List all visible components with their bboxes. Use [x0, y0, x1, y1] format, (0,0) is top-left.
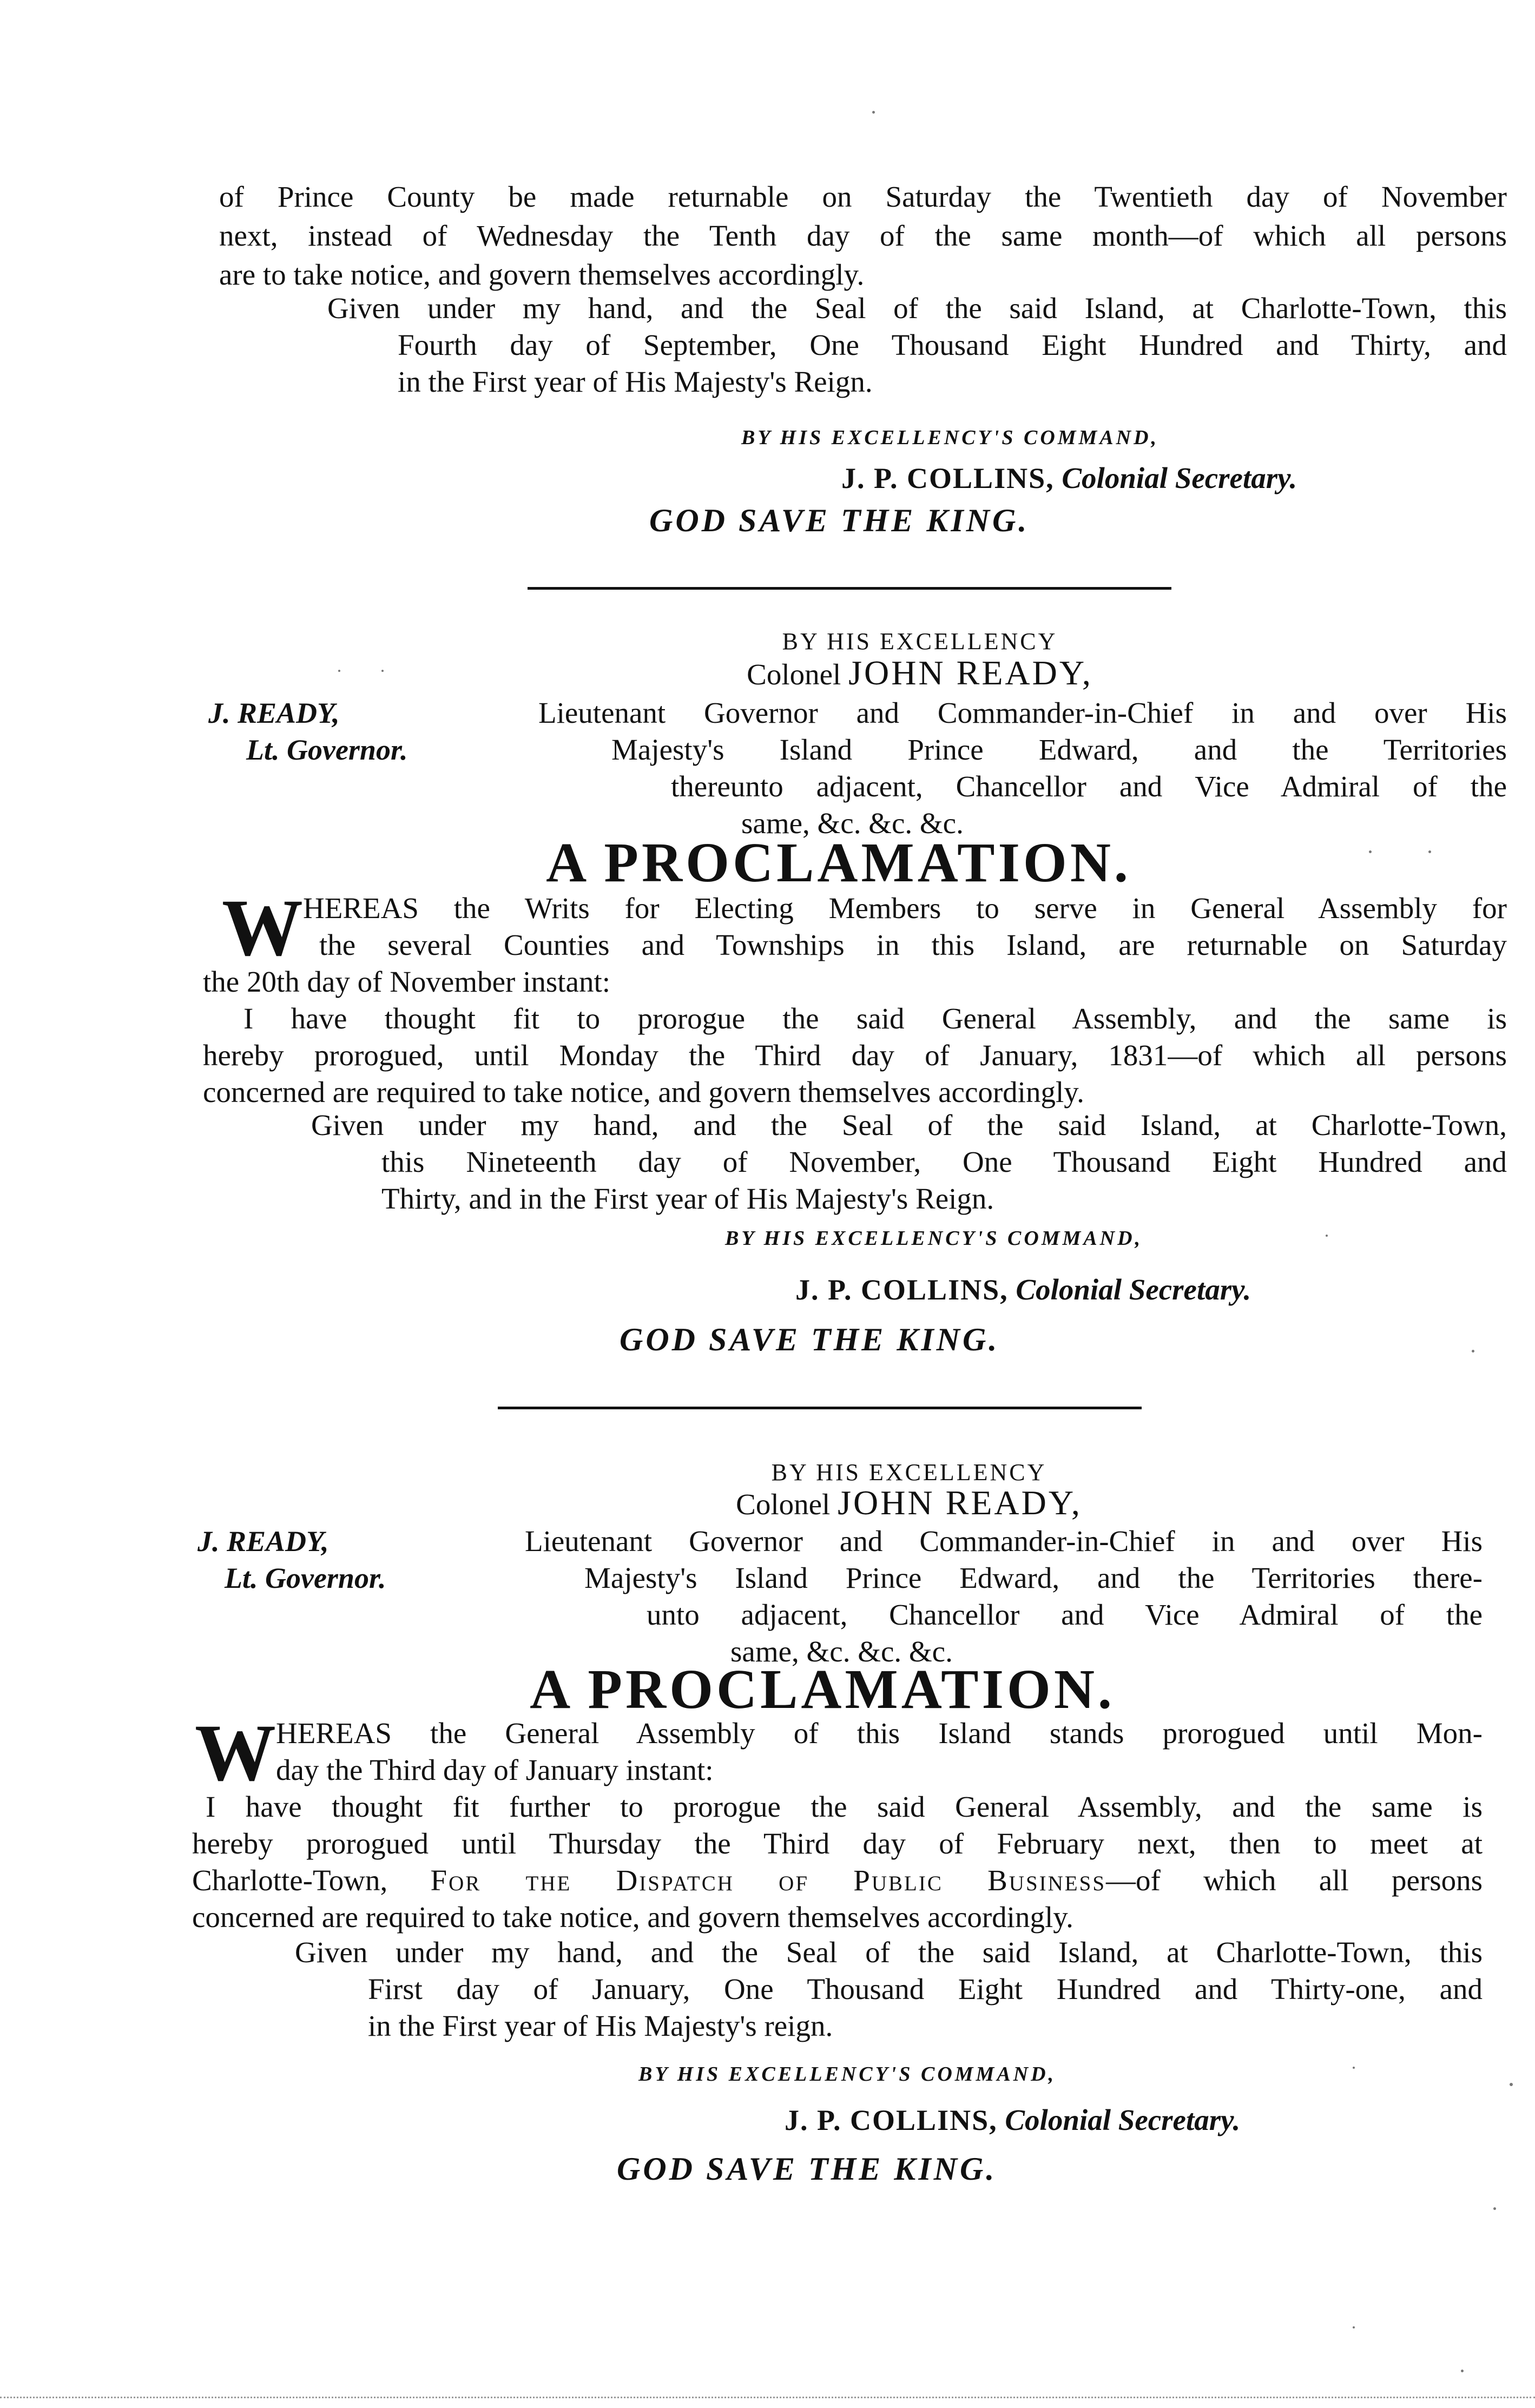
given-line: Thirty, and in the First year of His Majesty's Reign. — [381, 1182, 994, 1215]
scan-speck — [338, 670, 340, 672]
scan-speck — [1428, 850, 1431, 853]
secretary-signature — [785, 2102, 1240, 2139]
body-line: HEREAS the Writs for Electing Members to serve in General Assembly for — [303, 892, 1507, 925]
title-line: Lieutenant Governor and Commander-in-Chief in and over His — [525, 1525, 1483, 1558]
section-divider — [498, 1407, 1142, 1409]
god-save-the-king: GOD SAVE THE KING. — [620, 1322, 1000, 1357]
body-line: next, instead of Wednesday the Tenth day of the same month—of which all persons — [219, 219, 1507, 252]
drop-cap: W — [195, 1708, 276, 1798]
title-line: Lieutenant Governor and Commander-in-Chief in and over His — [538, 696, 1507, 729]
title-line: Majesty's Island Prince Edward, and the Territories there- — [584, 1561, 1483, 1594]
given-line: Given under my hand, and the Seal of the said Island, at Charlotte-Town, — [311, 1109, 1507, 1142]
colonel-name: JOHN READY, — [848, 654, 1093, 692]
secretary-title: Colonial Secretary. — [1062, 461, 1297, 494]
body-line: hereby prorogued, until Monday the Third day of January, 1831—of which all persons — [203, 1039, 1507, 1072]
colonel-name-line — [611, 1485, 1207, 1523]
side-signature-name: J. READY, — [197, 1525, 329, 1558]
command-line: BY HIS EXCELLENCY'S COMMAND, — [741, 426, 1160, 449]
body-line: the several Counties and Townships in this Island, are returnable on Saturday — [319, 928, 1507, 961]
command-line: BY HIS EXCELLENCY'S COMMAND, — [638, 2063, 1057, 2086]
scan-speck — [1353, 2326, 1355, 2328]
proclamation-heading: A PROCLAMATION. — [530, 1658, 1115, 1720]
body-line: I have thought fit to prorogue the said General Assembly, and the same is — [243, 1002, 1507, 1035]
colonel-prefix: Colonel — [747, 658, 841, 691]
secretary-title: Colonial Secretary. — [1016, 1273, 1251, 1306]
secretary-title: Colonial Secretary. — [1005, 2103, 1241, 2136]
given-line: Given under my hand, and the Seal of the said Island, at Charlotte-Town, this — [295, 1936, 1483, 1969]
body-text: —of which all persons — [1106, 1864, 1483, 1897]
colonel-name: JOHN READY, — [838, 1483, 1082, 1522]
body-line: of Prince County be made returnable on Saturday the Twentieth day of November — [219, 180, 1507, 213]
by-his-excellency: BY HIS EXCELLENCY — [782, 628, 1058, 655]
secretary-signature — [795, 1271, 1251, 1308]
by-his-excellency: BY HIS EXCELLENCY — [771, 1459, 1047, 1486]
body-line: are to take notice, and govern themselves accordingly. — [219, 258, 865, 291]
body-text: Charlotte-Town, — [192, 1864, 388, 1897]
body-line: concerned are required to take notice, and govern themselves accordingly. — [203, 1076, 1084, 1109]
scan-speck — [872, 111, 875, 114]
given-line: Given under my hand, and the Seal of the said Island, at Charlotte-Town, this — [327, 292, 1507, 325]
proclamation-heading: A PROCLAMATION. — [546, 832, 1131, 894]
body-line: day the Third day of January instant: — [276, 1753, 714, 1786]
title-line: same, &c. &c. &c. — [730, 1635, 953, 1668]
scan-speck — [1353, 2067, 1355, 2069]
body-line — [192, 1862, 1483, 1899]
given-line: Fourth day of September, One Thousand Eight Hundred and Thirty, and — [398, 328, 1507, 361]
body-line: hereby prorogued until Thursday the Third day of February next, then to meet at — [192, 1827, 1483, 1860]
scan-speck — [1493, 2207, 1496, 2210]
body-line: the 20th day of November instant: — [203, 965, 611, 998]
scan-speck — [1326, 1235, 1328, 1237]
given-line: in the First year of His Majesty's reign. — [368, 2009, 833, 2042]
scan-speck — [1510, 2083, 1513, 2086]
body-line: concerned are required to take notice, and govern themselves accordingly. — [192, 1901, 1073, 1934]
title-line: same, &c. &c. &c. — [741, 807, 964, 840]
side-signature-title: Lt. Governor. — [246, 734, 408, 766]
scan-speck — [1461, 2370, 1464, 2372]
title-line: thereunto adjacent, Chancellor and Vice Admiral of the — [671, 770, 1507, 803]
scan-speck — [381, 670, 384, 672]
drop-cap: W — [222, 883, 303, 973]
secretary-signature — [841, 460, 1297, 497]
scan-edge-noise — [0, 2397, 1535, 2402]
colonel-prefix: Colonel — [736, 1488, 831, 1521]
small-caps-phrase: For the Dispatch of Public Business — [430, 1864, 1106, 1897]
section-divider — [528, 587, 1171, 590]
secretary-name: J. P. COLLINS, — [795, 1274, 1009, 1306]
colonel-name-line — [622, 655, 1217, 693]
given-line: in the First year of His Majesty's Reign. — [398, 365, 873, 398]
god-save-the-king: GOD SAVE THE KING. — [649, 503, 1030, 538]
side-signature-name: J. READY, — [208, 697, 340, 729]
given-line: this Nineteenth day of November, One Thousand Eight Hundred and — [381, 1145, 1507, 1178]
scan-speck — [1369, 850, 1372, 853]
god-save-the-king: GOD SAVE THE KING. — [617, 2151, 997, 2187]
side-signature-title: Lt. Governor. — [225, 1562, 386, 1594]
body-line: I have thought fit further to prorogue the said General Assembly, and the same is — [206, 1790, 1483, 1823]
secretary-name: J. P. COLLINS, — [785, 2104, 998, 2136]
given-line: First day of January, One Thousand Eight Hundred and Thirty-one, and — [368, 1972, 1483, 2005]
scan-speck — [1472, 1350, 1474, 1353]
title-line: Majesty's Island Prince Edward, and the Territories — [611, 733, 1507, 766]
title-line: unto adjacent, Chancellor and Vice Admiral of the — [647, 1598, 1483, 1631]
secretary-name: J. P. COLLINS, — [841, 462, 1055, 494]
body-line: HEREAS the General Assembly of this Island stands prorogued until Mon- — [276, 1717, 1483, 1750]
command-line: BY HIS EXCELLENCY'S COMMAND, — [725, 1227, 1143, 1250]
